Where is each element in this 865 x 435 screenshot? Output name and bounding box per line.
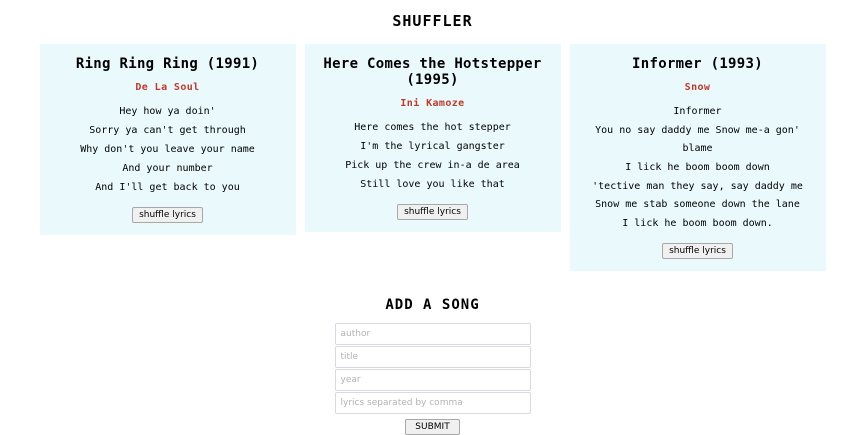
lyric-line: I lick he boom boom down. (622, 218, 773, 229)
add-song-title: ADD A SONG (385, 297, 480, 313)
song-author: Snow (684, 82, 711, 93)
year-field[interactable] (335, 369, 531, 391)
song-card (570, 44, 826, 271)
shuffle-lyrics-button[interactable]: shuffle lyrics (397, 204, 468, 220)
shuffle-lyrics-button[interactable]: shuffle lyrics (662, 243, 733, 259)
song-author: Ini Kamoze (400, 98, 465, 109)
lyric-line: You no say daddy me Snow me-a gon' blame (595, 125, 800, 154)
lyric-line: Pick up the crew in-a de area (345, 160, 520, 171)
song-card (305, 44, 561, 232)
lyrics-field[interactable] (335, 392, 531, 414)
shuffle-lyrics-button[interactable]: shuffle lyrics (132, 207, 203, 223)
song-title: Ring Ring Ring (1991) (75, 56, 260, 72)
lyric-line: Informer (673, 106, 722, 117)
lyric-line: 'tective man they say, say daddy me Snow me stab someone down the lane (592, 181, 803, 210)
lyric-line: I'm the lyrical gangster (360, 141, 505, 152)
song-card (40, 44, 296, 235)
song-title: Informer (1993) (632, 56, 763, 72)
lyric-line: Sorry ya can't get through (89, 125, 246, 136)
add-song-form (335, 323, 531, 435)
author-field[interactable] (335, 323, 531, 345)
lyric-line: I lick he boom boom down (625, 162, 770, 173)
submit-button[interactable]: SUBMIT (405, 419, 459, 435)
song-author: De La Soul (135, 82, 200, 93)
lyric-line: And your number (122, 163, 213, 174)
lyric-line: Why don't you leave your name (80, 144, 255, 155)
lyric-line: Here comes the hot stepper (354, 122, 511, 133)
lyric-line: Hey how ya doin' (119, 106, 216, 117)
title-field[interactable] (335, 346, 531, 368)
lyric-line: Still love you like that (360, 179, 505, 190)
song-title: Here Comes the Hotstepper (1995) (323, 56, 542, 88)
lyric-line: And I'll get back to you (95, 182, 240, 193)
page-title: SHUFFLER (392, 12, 473, 30)
song-card-list (0, 44, 865, 271)
